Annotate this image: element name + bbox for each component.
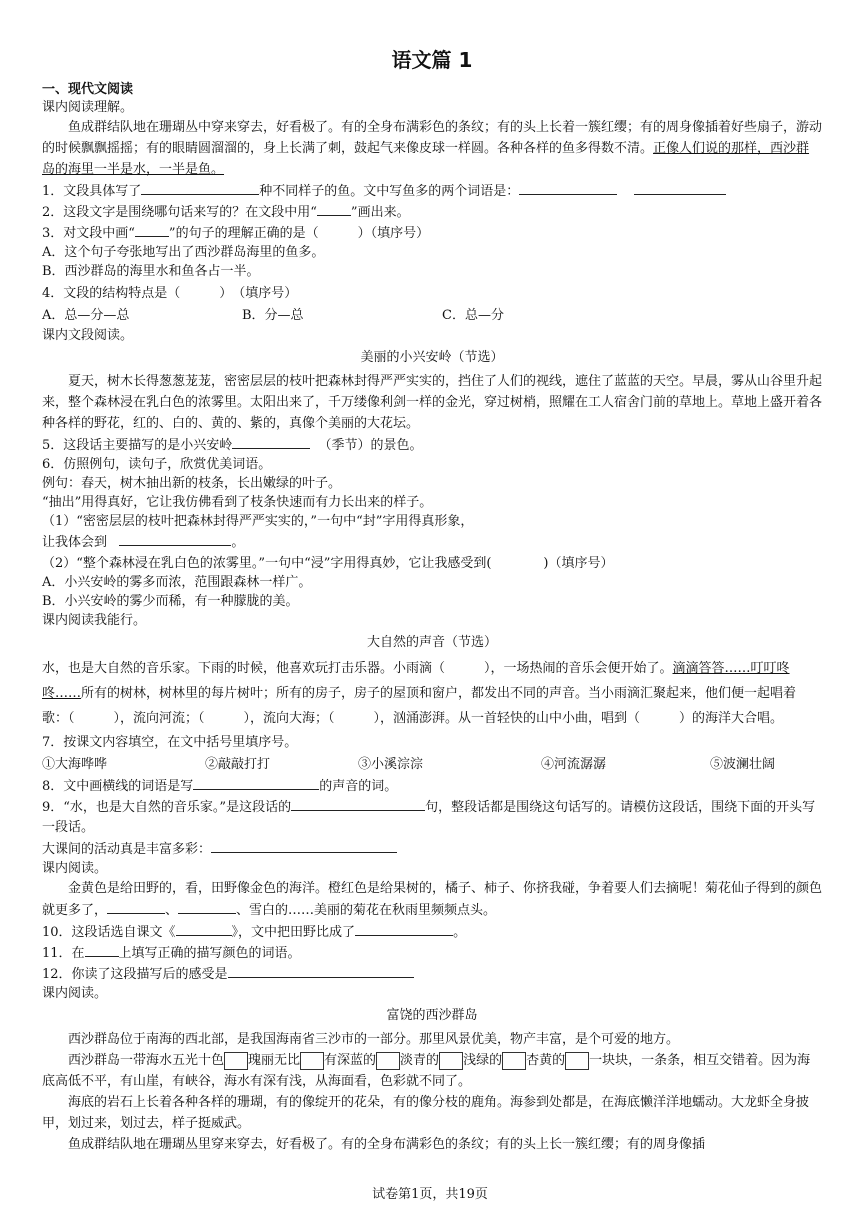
q12-text: 12．你读了这段描写后的感受是	[42, 967, 228, 982]
passage-fish	[42, 117, 822, 180]
q9-text-a: 9．“水，也是大自然的音乐家。”是这段话的	[42, 800, 292, 815]
punct-box-1[interactable]	[224, 1052, 248, 1070]
underlined-sound-words: 滴滴答答……叮叮咚咚……	[42, 661, 790, 701]
question-11	[42, 942, 822, 963]
q1-text-a: 1．文段具体写了	[42, 184, 142, 199]
q1-text-b: 种不同样子的鱼。文中写鱼多的两个词语是：	[259, 184, 520, 199]
question-10	[42, 921, 822, 942]
color-blank-2[interactable]	[178, 899, 236, 914]
question-12	[42, 963, 822, 984]
passage-title: 富饶的西沙群岛	[386, 1008, 478, 1023]
question-9	[42, 796, 822, 838]
q11-text-b: 上填写正确的描写颜色的词语。	[118, 946, 301, 961]
q9-prompt-text: 大课间的活动真是丰富多彩：	[42, 842, 212, 857]
q9-blank[interactable]	[291, 796, 425, 811]
question-9-prompt	[42, 838, 822, 859]
color-blank-1[interactable]	[107, 899, 165, 914]
passage-nature-sound	[42, 656, 822, 731]
q10-text-a: 10．这段话选自课文《	[42, 925, 176, 940]
q5-text-a: 5．这段话主要描写的是小兴安岭	[42, 438, 233, 453]
p2-text-1: 西沙群岛一带海水五光十色	[68, 1053, 225, 1068]
question-5	[42, 434, 822, 455]
p2-text-7: 一块块，一条条，	[589, 1053, 694, 1068]
q8-blank[interactable]	[193, 775, 319, 790]
q3-text-b: ”的句子的理解正确的是（ ）（填序号）	[168, 226, 430, 241]
q10-blank-title[interactable]	[176, 921, 232, 936]
page-footer: 试卷第1页，共19页	[372, 1187, 488, 1202]
q1-blank-word1[interactable]	[519, 180, 617, 195]
q10-text-c: 。	[453, 925, 467, 940]
q10-blank-metaphor[interactable]	[355, 921, 453, 936]
q12-answer-line[interactable]	[228, 963, 414, 978]
section-heading: 一、现代文阅读	[42, 81, 134, 96]
q11-blank-mark	[85, 942, 119, 957]
q9-answer-line[interactable]	[211, 838, 397, 853]
p2-text-tail: 相互交错着。因为海底高低不平，有山崖，有峡谷，海水有深有浅，从海面看，色彩就不同了。	[42, 1053, 811, 1089]
passage-xinganling: 夏天，树木长得葱葱茏茏，密密层层的枝叶把森林封得严严实实的，挡住了人们的视线，遮住了蓝蓝的天空。早晨，雾从山谷里升起来，整个森林浸在乳白色的浓雾里。太阳出来了，千万缕像利剑一样的金光，穿过树梢，照耀在工人宿舍门前的草地上。草地上盛开着各种各样的野花，红的、白的、黄的、紫的，真像个美丽的大花坛。	[42, 374, 823, 431]
question-8	[42, 775, 822, 796]
q4-option-b[interactable]: B．分—总	[242, 308, 304, 323]
punct-box-3[interactable]	[376, 1052, 400, 1070]
reading-intro: 课内文段阅读。	[42, 328, 134, 343]
question-7: 7．按课文内容填空，在文中括号里填序号。	[42, 735, 298, 750]
q7-option-1: ①大海哗哗	[42, 757, 108, 772]
passage-xisha-p2	[42, 1050, 822, 1092]
q7-option-4: ④河流潺潺	[541, 757, 607, 772]
passage-title: 大自然的声音（节选）	[366, 635, 497, 650]
q7-option-3: ③小溪淙淙	[358, 757, 424, 772]
q8-text-a: 8．文中画横线的词语是写	[42, 779, 194, 794]
exam-page	[42, 44, 822, 1155]
q6-1-blank[interactable]	[119, 531, 231, 546]
q8-text-b: 的声音的词。	[319, 779, 398, 794]
q2-underline-mark	[317, 201, 351, 216]
q7-option-2: ②敲敲打打	[205, 757, 271, 772]
q11-text-a: 11．在	[42, 946, 85, 961]
reading-intro: 课内阅读。	[42, 986, 108, 1001]
example-sentence: 例句：春天，树木抽出新的枝条，长出嫩绿的叶子。	[42, 476, 342, 491]
q9-text-b: 句，整段话都是围绕这句话写的。请模仿这段话，围绕下面的开头写一段话。	[42, 800, 816, 835]
q5-blank-season[interactable]	[232, 434, 310, 449]
passage-autumn-sep: 、	[165, 903, 179, 918]
q4-option-c[interactable]: C．总—分	[442, 308, 504, 323]
punct-box-4[interactable]	[439, 1052, 463, 1070]
q3-underline-mark	[135, 222, 169, 237]
punct-box-5[interactable]	[502, 1052, 526, 1070]
q3-text-a: 3．对文段中画“	[42, 226, 135, 241]
p2-text-4: 淡青的	[400, 1053, 440, 1068]
q6-option-a[interactable]: A．小兴安岭的雾多而浓，范围跟森林一样广。	[42, 575, 312, 590]
question-6-2: （2）“整个森林浸在乳白色的浓雾里。”一句中“浸”字用得真妙，它让我感受到( )（填序号）	[42, 556, 614, 571]
p2-text-6: 杏黄的	[526, 1053, 566, 1068]
q2-text-a: 2．这段文字是围绕哪句话来写的？在文段中用“	[42, 205, 317, 220]
p2-text-3: 有深蓝的	[324, 1053, 377, 1068]
q10-text-b: 》，文中把田野比成了	[231, 925, 356, 940]
q4-option-a[interactable]: A．总—分—总	[42, 308, 130, 323]
example-note: “抽出”用得真好，它让我仿佛看到了枝条快速而有力长出来的样子。	[42, 495, 433, 510]
question-4: 4．文段的结构特点是（ ） （填序号）	[42, 286, 298, 301]
q4-options	[42, 306, 822, 326]
question-6-1-answer: 让我体会到 。	[42, 531, 822, 552]
q2-text-b: ”画出来。	[350, 205, 410, 220]
question-1	[42, 180, 822, 201]
passage-autumn-text-1: 金黄色是给田野的，看，田野像金色的海洋。橙红色是给果树的，橘子、柿子、你挤我碰，争着要人们去摘呢！菊花仙子得到的颜色就更多了，	[42, 881, 823, 918]
q7-options	[42, 755, 822, 775]
reading-intro: 课内阅读我能行。	[42, 613, 147, 628]
passage-title: 美丽的小兴安岭（节选）	[360, 350, 504, 365]
question-3	[42, 222, 822, 243]
q6-1-text: 让我体会到	[42, 535, 108, 550]
reading-intro: 课内阅读。	[42, 861, 108, 876]
p2-text-2: 瑰丽无比	[248, 1053, 301, 1068]
underlined-sentence: 正像人们说的那样，西沙群岛的海里一半是水，一半是鱼。	[42, 141, 810, 177]
q1-blank-word2[interactable]	[634, 180, 726, 195]
q3-option-a[interactable]: A．这个句子夸张地写出了西沙群岛海里的鱼多。	[42, 245, 325, 260]
passage-xisha-p1: 西沙群岛位于南海的西北部，是我国海南省三沙市的一部分。那里风景优美，物产丰富，是个可爱的地方。	[68, 1032, 680, 1047]
passage-xisha-p4: 鱼成群结队地在珊瑚丛里穿来穿去，好看极了。有的全身布满彩色的条纹；有的头上长一簇红缨；有的周身像插	[68, 1137, 706, 1152]
question-6: 6．仿照例句，读句子，欣赏优美词语。	[42, 457, 272, 472]
question-2	[42, 201, 822, 222]
page-title: 语文篇 1	[391, 48, 473, 72]
q6-option-b[interactable]: B．小兴安岭的雾少而稀，有一种朦胧的美。	[42, 594, 299, 609]
passage-nature-text-2: 所有的树林，树林里的每片树叶；所有的房子，房子的屋顶和窗户，都发出不同的声音。当小雨滴汇聚起来，他们便一起唱着歌：（ ），流向河流；（ ），流向大海；（ ），汹涌澎湃。从一首轻快的山中小曲，唱到（ ）的海洋大合唱。	[42, 686, 797, 726]
q3-option-b[interactable]: B．西沙群岛的海里水和鱼各占一半。	[42, 264, 260, 279]
punct-box-2[interactable]	[300, 1052, 324, 1070]
passage-nature-text-1: 水，也是大自然的音乐家。下雨的时候，他喜欢玩打击乐器。小雨滴（ ），一场热闹的音乐会便开始了。	[42, 661, 673, 676]
passage-fish-text: 鱼成群结队地在珊瑚丛中穿来穿去，好看极了。有的全身布满彩色的条纹；有的头上长着一簇红缨；有的周身像插着好些扇子，游动的时候飘飘摇摇；有的眼睛圆溜溜的，身上长满了刺，鼓起气来像皮球一样圆。各种各样的鱼多得数不清。	[42, 120, 823, 156]
reading-intro: 课内阅读理解。	[42, 100, 134, 115]
punct-box-6[interactable]	[565, 1052, 589, 1070]
p2-text-5: 浅绿的	[463, 1053, 503, 1068]
passage-xisha-p3: 海底的岩石上长着各种各样的珊瑚，有的像绽开的花朵，有的像分枝的鹿角。海参到处都是，在海底懒洋洋地蠕动。大龙虾全身披甲，划过来，划过去，样子挺威武。	[42, 1095, 810, 1131]
passage-autumn	[42, 878, 822, 921]
q5-text-b: （季节）的景色。	[318, 438, 423, 453]
q7-option-5: ⑤波澜壮阔	[710, 757, 776, 772]
q1-blank-count[interactable]	[141, 180, 259, 195]
question-6-1: （1）“密密层层的枝叶把森林封得严严实实的，”一句中“封”字用得真形象，	[42, 514, 474, 529]
passage-autumn-text-2: 、雪白的……美丽的菊花在秋雨里频频点头。	[236, 903, 497, 918]
